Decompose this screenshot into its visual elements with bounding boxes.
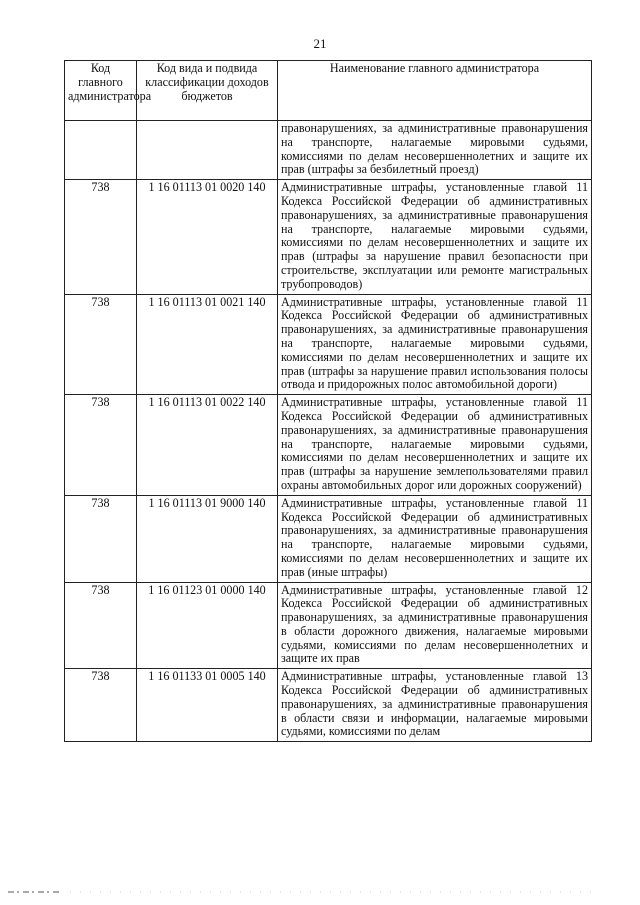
- admin-name-cell: Административные штрафы, установленные главой 11 Кодекса Российской Федерации об административных правонарушениях, за административные правонарушения на транспорте, налагаемые мировыми судьями, комиссиями по делам несовершеннолетних и защите их прав (штрафы за нарушение землепользователями правил охраны автомобильных дорог или дорожных сооружений): [278, 395, 592, 496]
- admin-code-cell: 738: [65, 294, 137, 395]
- admin-code-cell: [65, 121, 137, 180]
- admin-code-cell: 738: [65, 395, 137, 496]
- table-header-row: [65, 61, 592, 121]
- table-row: [65, 495, 592, 582]
- income-code-cell: 1 16 01113 01 9000 140: [137, 495, 278, 582]
- header-admin-code: Код главного администратора: [65, 61, 137, 121]
- admin-name-cell: правонарушениях, за административные правонарушения на транспорте, налагаемые мировыми судьями, комиссиями по делам несовершеннолетних и защите их прав (штрафы за безбилетный проезд): [278, 121, 592, 180]
- admin-code-cell: 738: [65, 669, 137, 742]
- admin-name-cell: Административные штрафы, установленные главой 11 Кодекса Российской Федерации об административных правонарушениях, за административные правонарушения на транспорте, налагаемые мировыми судьями, комиссиями по делам несовершеннолетних и защите их прав (иные штрафы): [278, 495, 592, 582]
- admin-name-cell: Административные штрафы, установленные главой 12 Кодекса Российской Федерации об административных правонарушениях, за административные правонарушения в области дорожного движения, налагаемые мировыми судьями, комиссиями по делам несовершеннолетних и защите их прав: [278, 582, 592, 669]
- income-code-cell: 1 16 01113 01 0021 140: [137, 294, 278, 395]
- table-row: [65, 121, 592, 180]
- income-code-cell: 1 16 01113 01 0022 140: [137, 395, 278, 496]
- table-row: [65, 582, 592, 669]
- admin-name-cell: Административные штрафы, установленные главой 13 Кодекса Российской Федерации об административных правонарушениях, за административные правонарушения в области связи и информации, налагаемые мировыми судьями, комиссиями по делам: [278, 669, 592, 742]
- table-row: [65, 180, 592, 294]
- table-row: [65, 294, 592, 395]
- table-row: [65, 395, 592, 496]
- header-income-code: Код вида и подвида классификации доходов бюджетов: [137, 61, 278, 121]
- table-row: [65, 669, 592, 742]
- income-code-cell: 1 16 01123 01 0000 140: [137, 582, 278, 669]
- admin-code-cell: 738: [65, 495, 137, 582]
- income-code-cell: [137, 121, 278, 180]
- scan-artifact-line: [0, 889, 640, 895]
- income-code-cell: 1 16 01113 01 0020 140: [137, 180, 278, 294]
- page-number: 21: [313, 36, 327, 51]
- income-code-cell: 1 16 01133 01 0005 140: [137, 669, 278, 742]
- admin-name-cell: Административные штрафы, установленные главой 11 Кодекса Российской Федерации об административных правонарушениях, за административные правонарушения на транспорте, налагаемые мировыми судьями, комиссиями по делам несовершеннолетних и защите их прав (штрафы за нарушение правил безопасности при строительстве, эксплуатации или ремонте магистральных трубопроводов): [278, 180, 592, 294]
- admin-code-cell: 738: [65, 582, 137, 669]
- revenue-codes-table: [64, 60, 592, 742]
- header-admin-name: Наименование главного администратора: [278, 61, 592, 121]
- admin-name-cell: Административные штрафы, установленные главой 11 Кодекса Российской Федерации об административных правонарушениях, за административные правонарушения на транспорте, налагаемые мировыми судьями, комиссиями по делам несовершеннолетних и защите их прав (штрафы за нарушение правил использования полосы отвода и придорожных полос автомобильной дороги): [278, 294, 592, 395]
- admin-code-cell: 738: [65, 180, 137, 294]
